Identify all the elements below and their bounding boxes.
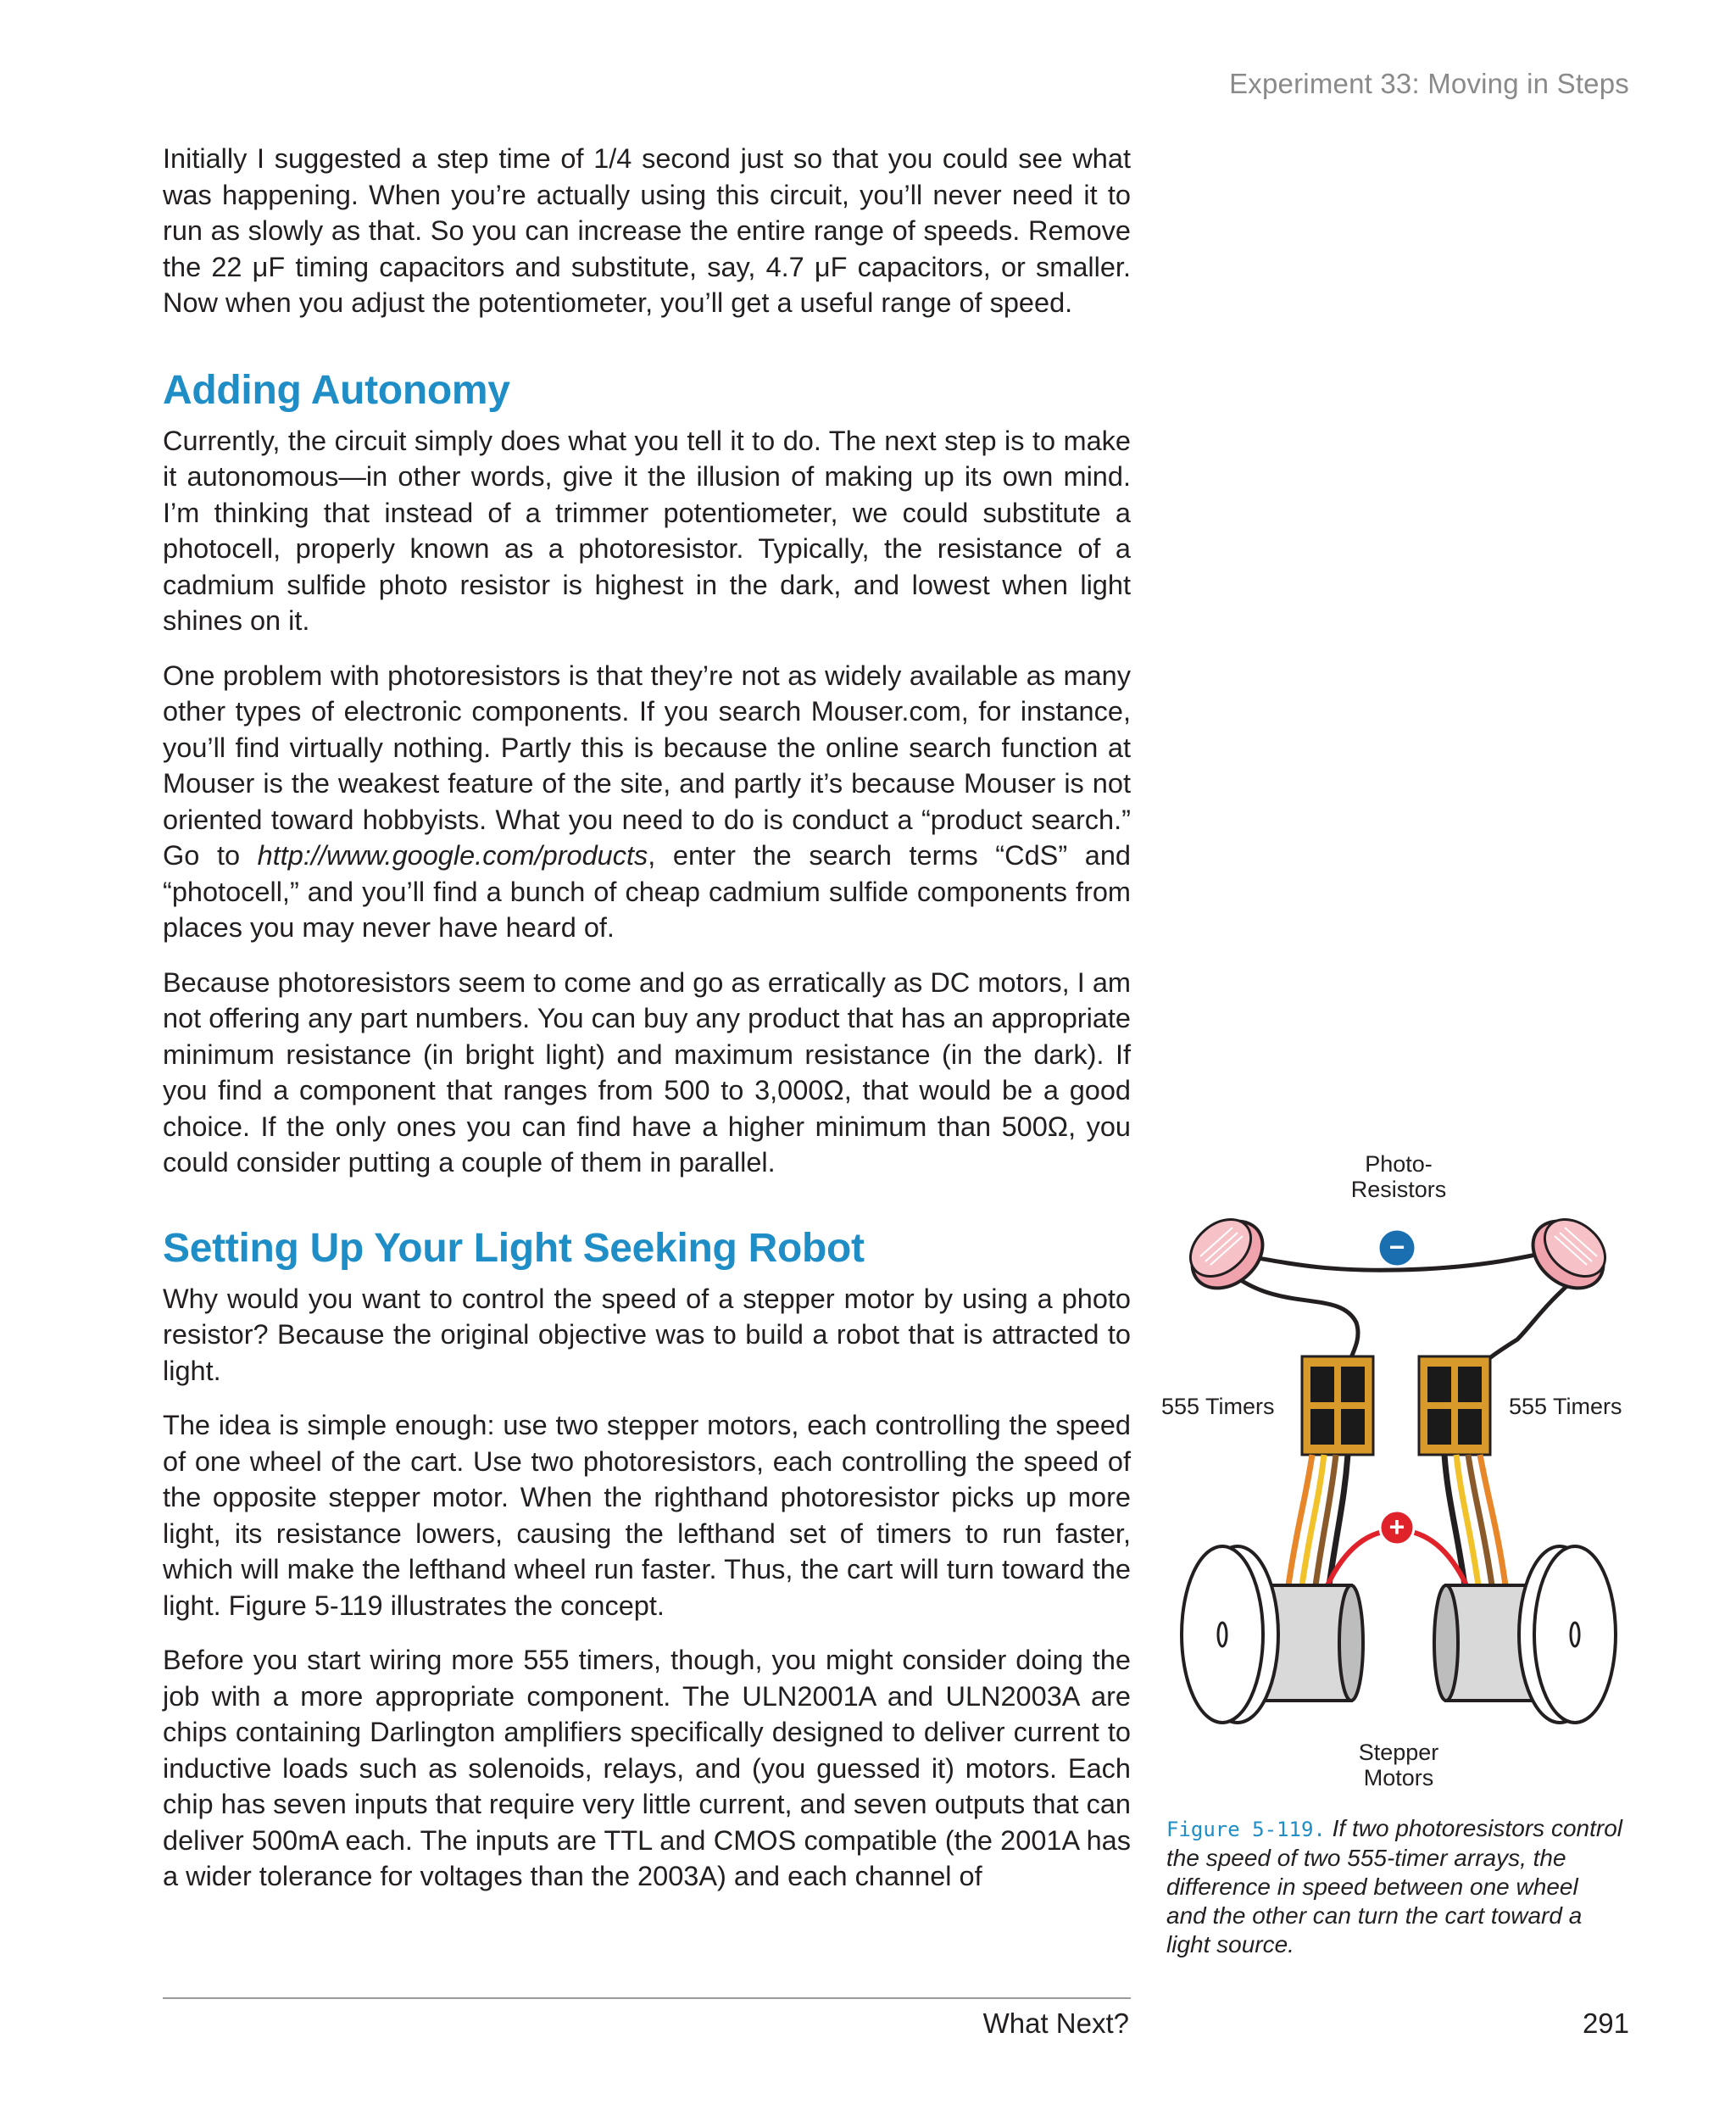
heading-light-seeking-robot: Setting Up Your Light Seeking Robot xyxy=(163,1225,865,1271)
plus-symbol: + xyxy=(1388,1512,1405,1542)
paragraph-idea: The idea is simple enough: use two stepper motors, each controlling the speed of one wheel of the cart. Use two photoresistors, each controlling the speed of the opposite stepper motor. When the righthand photoresistor picks up more light, its resistance lowers, causing the lefthand set of timers to run faster, which will make the lefthand wheel run faster. Thus, the cart will turn toward the light. Figure 5-119 illustrates the concept. xyxy=(163,1410,1131,1621)
label-line: Photo- xyxy=(1365,1151,1433,1177)
label-line: Motors xyxy=(1363,1765,1434,1790)
footer-section-title: What Next? xyxy=(982,2007,1129,2039)
figure-number: Figure 5-119. xyxy=(1166,1818,1326,1841)
right-555-timer-array xyxy=(1419,1356,1490,1455)
figure-5-119 xyxy=(1161,1144,1636,1789)
caption-text: If two photoresistors control the speed of two 555-timer arrays, the difference in speed between one wheel and the other can turn the cart toward a light source. xyxy=(1166,1815,1622,1957)
figure-caption xyxy=(1166,1814,1624,1959)
label-555-timers-left: 555 Timers xyxy=(1161,1394,1275,1419)
label-line: Resistors xyxy=(1350,1177,1447,1202)
minus-symbol: − xyxy=(1388,1232,1405,1262)
label-line: Stepper xyxy=(1358,1740,1439,1765)
left-photoresistor xyxy=(1179,1207,1276,1301)
running-head: Experiment 33: Moving in Steps xyxy=(1229,68,1629,99)
page-number: 291 xyxy=(1582,2007,1629,2039)
paragraph-autonomy: Currently, the circuit simply does what you tell it to do. The next step is to make it autonomous—in other words, give it the illusion of making up its own mind. I’m thinking that instead of a trimmer potentiometer, we could substitute a photocell, properly known as a photoresistor. Typically, the resistance of a cadmium sulfide photo resistor is highest in the dark, and lowest when light shines on it. xyxy=(163,425,1131,636)
google-products-link[interactable]: http://www.google.com/products xyxy=(257,840,648,871)
footer-divider xyxy=(163,1997,1131,1999)
left-555-timer-array xyxy=(1302,1356,1373,1455)
paragraph-uln2001a: Before you start wiring more 555 timers, though, you might consider doing the job with a more appropriate component. The ULN2001A and ULN2003A are chips containing Darlington amplifiers specifically designed to deliver current to inductive loads such as solenoids, relays, and (you guessed it) motors. Each chip has seven inputs that require very little current, and seven outputs that can deliver 500mA each. The inputs are TTL and CMOS compatible (the 2001A has a wider tolerance for voltages than the 2003A) and each channel of xyxy=(163,1645,1131,1891)
paragraph-text-part: One problem with photoresistors is that they’re not as widely available as many other types of electronic components. If you search Mouser.com, for instance, you’ll find virtually nothing. Partly this is because the online search function at Mouser is the weakest feature of the site, and partly it’s because Mouser is not oriented toward hobbyists. What you need to do is conduct a “product search.” Go to xyxy=(163,660,1131,871)
paragraph-photoresistor-sourcing xyxy=(163,658,1131,946)
label-555-timers-right: 555 Timers xyxy=(1509,1394,1622,1419)
paragraph-text-part: , enter the search terms “CdS” and “photocell,” and you’ll find a bunch of cheap cadmium sulfide components from places you may never have heard of. xyxy=(163,840,1131,943)
label-photoresistors xyxy=(1331,1151,1466,1202)
paragraph-why-photo-resistor: Why would you want to control the speed of a stepper motor by using a photo resistor? Because the original objective was to build a robot that is attracted to light. xyxy=(163,1283,1131,1386)
right-photoresistor xyxy=(1520,1207,1616,1301)
heading-adding-autonomy: Adding Autonomy xyxy=(163,367,510,413)
paragraph-step-time: Initially I suggested a step time of 1/4 second just so that you could see what was happening. When you’re actually using this circuit, you’ll never need it to run as slowly as that. So you can increase the entire range of speeds. Remove the 22 μF timing capacitors and substitute, say, 4.7 μF capacitors, or smaller. Now when you adjust the potentiometer, you’ll get a useful range of speed. xyxy=(163,143,1131,318)
body-column xyxy=(163,141,1131,1913)
label-stepper-motors xyxy=(1331,1740,1466,1790)
paragraph-part-numbers: Because photoresistors seem to come and go as erratically as DC motors, I am not offering any part numbers. You can buy any product that has an appropriate minimum resistance (in bright light) and maximum resistance (in the dark). If you find a component that ranges from 500 to 3,000Ω, that would be a good choice. If the only ones you can find have a higher minimum than 500Ω, you could consider putting a couple of them in parallel. xyxy=(163,966,1131,1178)
